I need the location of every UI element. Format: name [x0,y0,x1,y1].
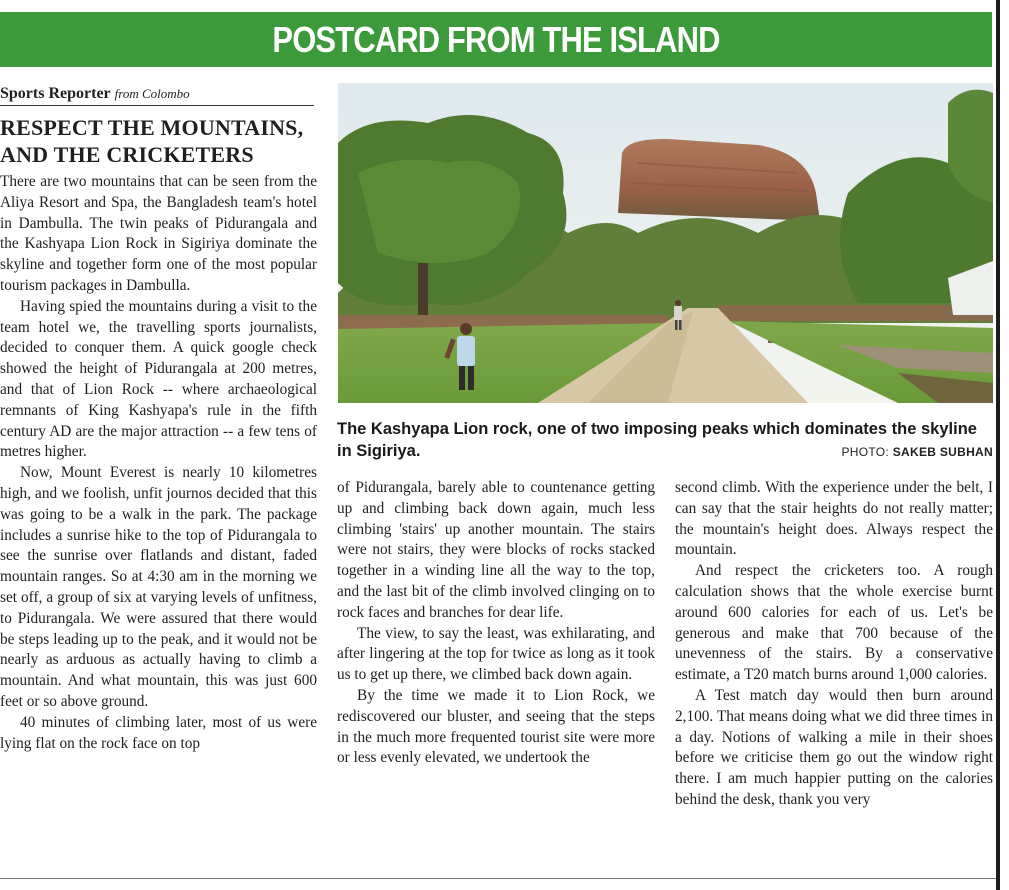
byline-reporter: Sports Reporter [0,85,111,102]
paragraph: The view, to say the least, was exhilarating, and after lingering at the top for twice as long as it took us to get up there, we climbed back down again. [337,624,655,684]
sigiriya-photo [338,83,993,403]
photo-credit-name: SAKEB SUBHAN [892,445,993,459]
paragraph: Now, Mount Everest is nearly 10 kilometres high, and we foolish, unfit journos decided that this was going to be a walk in the park. The package includes a sunrise hike to the top of Pidurangala to see the sunrise over flatlands and distant, faded mountain ranges. So at 4:30 am in the morning we set off, a group of six at varying levels of unfitness, to Pidurangala. We were assured that there would be steps leading up to the peak, and it would not be nearly as arduous as actually having to climb a mountain. And what mountain, this was just 600 feet or so above ground. [0,464,317,710]
bottom-rule [0,878,1009,879]
photo-caption: The Kashyapa Lion rock, one of two imposing peaks which dominates the skyline in Sigiriya. [337,420,977,460]
paragraph: By the time we made it to Lion Rock, we rediscovered our bluster, and seeing that the steps in the much more frequented tourist site were more or less evenly elevated, we undertook the [337,686,655,767]
paragraph: And respect the cricketers too. A rough calculation shows that the whole exercise burnt around 600 calories for each of us. Let's be generous and make that 700 because of the unevenness of the stairs. By a conservative estimate, a T20 match burns around 1,000 calories. [675,562,993,684]
article-column-2 [337,478,655,769]
paragraph: 40 minutes of climbing later, most of us were lying flat on the rock face on top [0,713,317,752]
byline-location: from Colombo [114,86,190,101]
article-column-3 [675,478,993,811]
photo-credit-label: PHOTO: [841,445,890,459]
paragraph: A Test match day would then burn around 2,100. That means doing what we did three times in a day. Notions of walking a mile in their shoes before we criticise them go out the window right there. I am much happier putting on the calories behind the desk, thank you very [675,686,993,808]
page-edge [996,0,1009,890]
article-column-1 [0,172,317,754]
paragraph: second climb. With the experience under the belt, I can say that the stair heights do not really matter; the mountain's height does. Always respect the mountain. [675,479,993,559]
section-title: POSTCARD FROM THE ISLAND [272,19,720,60]
paragraph: of Pidurangala, barely able to countenance getting up and climbing back down again, much less climbing 'stairs' up another mountain. The stairs were not stairs, they were blocks of rocks stacked together in a winding line all the way to the top, and the last bit of the climb involved clinging on to rock faces and branches for dear life. [337,479,655,621]
byline [0,84,314,106]
paragraph: There are two mountains that can be seen from the Aliya Resort and Spa, the Bangladesh team's hotel in Dambulla. The twin peaks of Pidurangala and the Kashyapa Lion Rock in Sigiriya dominate the skyline and together form one of the most popular tourism packages in Dambulla. [0,173,317,294]
photo-credit [841,445,993,459]
paragraph: Having spied the mountains during a visit to the team hotel we, the travelling sports journalists, decided to conquer them. A quick google check showed the height of Pidurangala at 200 metres, and that of Lion Rock -- where archaeological remnants of King Kashyapa's rule in the fifth century AD are the major attraction -- a few tens of metres higher. [0,297,317,461]
article-headline: RESPECT THE MOUNTAINS, AND THE CRICKETERS [0,115,304,167]
